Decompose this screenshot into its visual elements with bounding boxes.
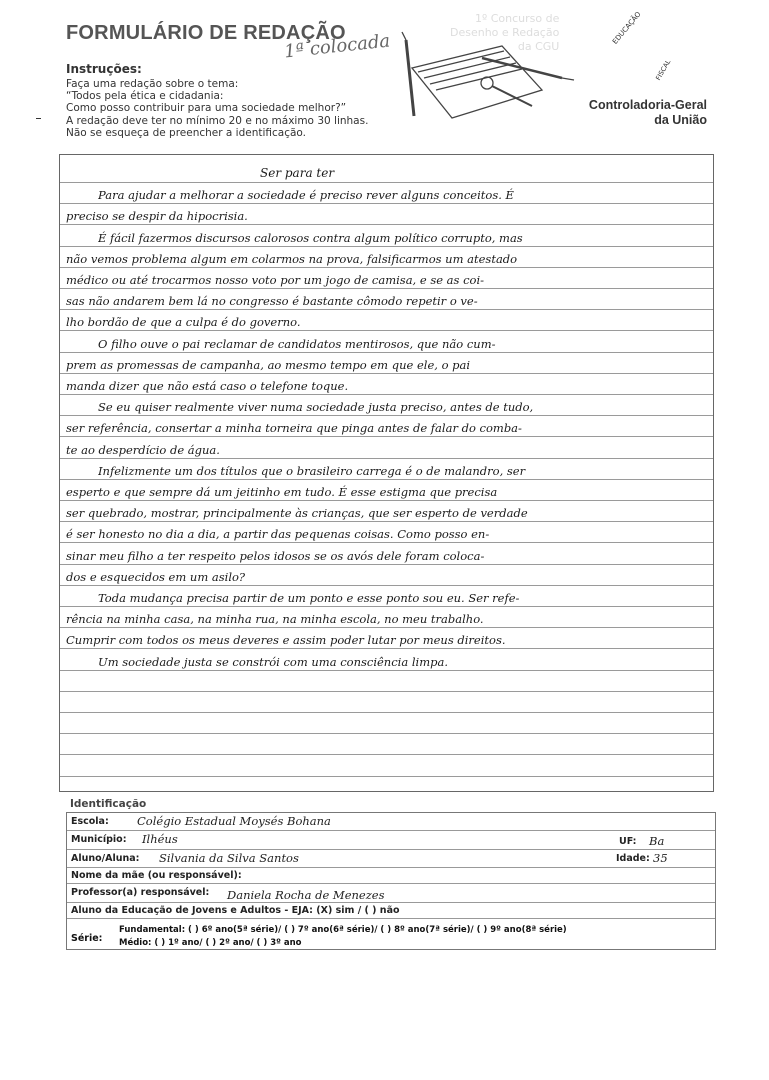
essay-line: médico ou até trocarmos nosso voto por um jogo de camisa, e se as coi- xyxy=(66,273,485,287)
ruled-line xyxy=(60,373,713,374)
ruled-line xyxy=(60,521,713,522)
ruled-line xyxy=(60,585,713,586)
ruled-line xyxy=(60,436,713,437)
ruled-line xyxy=(60,627,713,628)
ruled-line xyxy=(60,288,713,289)
city-label: Município: xyxy=(71,834,127,845)
identification-box xyxy=(66,812,716,950)
ruled-line xyxy=(60,542,713,543)
ruled-line xyxy=(60,415,713,416)
school-value: Colégio Estadual Moysés Bohana xyxy=(137,814,331,828)
faint-line-3: da CGU xyxy=(517,40,560,53)
city-row xyxy=(67,831,715,850)
medio-options: Médio: ( ) 1º ano/ ( ) 2º ano/ ( ) 3º ano xyxy=(119,938,302,948)
essay-line: É fácil fazermos discursos calorosos contra algum político corrupto, mas xyxy=(98,230,523,245)
ruled-line xyxy=(60,606,713,607)
eja-text: Aluno da Educação de Jovens e Adultos - EJA: (X) sim / ( ) não xyxy=(71,905,400,916)
instructions-heading: Instruções: xyxy=(66,62,142,76)
essay-line: manda dizer que não está caso o telefone toque. xyxy=(66,379,349,393)
ruled-line xyxy=(60,776,713,777)
mother-row xyxy=(67,868,715,884)
grade-row xyxy=(67,919,715,949)
mother-label: Nome da mãe (ou responsável): xyxy=(71,870,242,881)
essay-line: esperto e que sempre dá um jeitinho em tudo. É esse estigma que precisa xyxy=(66,485,498,499)
student-row xyxy=(67,850,715,868)
ruled-line xyxy=(60,479,713,480)
ruled-line xyxy=(60,691,713,692)
essay-line: prem as promessas de campanha, ao mesmo tempo em que ele, o pai xyxy=(66,357,471,372)
ruled-line xyxy=(60,564,713,565)
grade-label: Série: xyxy=(71,933,103,944)
essay-line: sas não andarem bem lá no congresso é bastante cômodo repetir o ve- xyxy=(66,294,478,309)
org-name xyxy=(589,98,707,128)
instruction-line: Não se esqueça de preencher a identificação. xyxy=(66,126,307,139)
essay-line: Um sociedade justa se constrói com uma consciência limpa. xyxy=(98,654,448,669)
ruled-line xyxy=(60,352,713,353)
essay-line: Toda mudança precisa partir de um ponto e esse ponto sou eu. Ser refe- xyxy=(98,591,520,605)
identification-heading: Identificação xyxy=(70,798,147,810)
margin-dash xyxy=(36,118,41,119)
city-value: Ilhéus xyxy=(142,832,178,846)
essay-line: ser quebrado, mostrar, principalmente às crianças, que ser esperto de verdade xyxy=(66,506,528,521)
ruled-line xyxy=(60,182,713,183)
ruled-line xyxy=(60,670,713,671)
ruled-line xyxy=(60,733,713,734)
ruled-line xyxy=(60,500,713,501)
essay-line: Infelizmente um dos títulos que o brasileiro carrega é o de malandro, ser xyxy=(98,463,526,478)
student-label: Aluno/Aluna: xyxy=(71,853,140,864)
instruction-line: “Todos pela ética e cidadania: xyxy=(66,90,224,103)
ruled-line xyxy=(60,330,713,331)
instruction-line: A redação deve ter no mínimo 20 e no máximo 30 linhas. xyxy=(66,114,369,127)
essay-line: sinar meu filho a ter respeito pelos idosos se os avós dele foram coloca- xyxy=(66,548,485,563)
instruction-line: Faça uma redação sobre o tema: xyxy=(66,78,239,90)
essay-line: não vemos problema algum em colarmos na prova, falsificarmos um atestado xyxy=(66,251,518,266)
essay-line: lho bordão de que a culpa é do governo. xyxy=(66,315,301,330)
age-value: 35 xyxy=(653,851,668,865)
age-label: Idade: xyxy=(616,853,650,864)
school-label: Escola: xyxy=(71,816,109,827)
instructions xyxy=(66,78,368,139)
placement-stamp: 1ª colocada xyxy=(283,30,392,63)
ruled-line xyxy=(60,648,713,649)
seal-text-top: EDUCAÇÃO xyxy=(611,10,643,46)
teacher-row xyxy=(67,884,715,903)
school-row xyxy=(67,813,715,831)
instruction-line: Como posso contribuir para uma sociedade melhor?” xyxy=(66,102,347,115)
fundamental-options: Fundamental: ( ) 6º ano(5ª série)/ ( ) 7º ano(6ª série)/ ( ) 8º ano(7ª série)/ ( ) 9º ano(8ª série) xyxy=(119,925,567,935)
ruled-line xyxy=(60,224,713,225)
essay-line: Cumprir com todos os meus deveres e assim poder lutar por meus direitos. xyxy=(66,633,506,648)
form-title: FORMULÁRIO DE REDAÇÃO xyxy=(66,22,346,44)
ruled-line xyxy=(60,754,713,755)
org-name-line-1: Controladoria-Geral xyxy=(588,98,707,112)
teacher-value: Daniela Rocha de Menezes xyxy=(227,888,385,902)
seal-text-bottom: FISCAL xyxy=(654,58,673,82)
ruled-line xyxy=(60,267,713,268)
notebook-pen-illustration xyxy=(392,28,582,128)
ruled-line xyxy=(60,394,713,395)
state-value: Ba xyxy=(649,834,665,848)
essay-line: ser referência, consertar a minha torneira que pinga antes de falar do comba- xyxy=(66,421,522,436)
essay-title: Ser para ter xyxy=(260,166,335,180)
eja-row xyxy=(67,903,715,919)
faint-line-1: 1º Concurso de xyxy=(475,12,560,25)
essay-line: O filho ouve o pai reclamar de candidatos mentirosos, que não cum- xyxy=(98,336,496,351)
essay-line: rência na minha casa, na minha rua, na minha escola, no meu trabalho. xyxy=(66,612,484,627)
essay-line: Para ajudar a melhorar a sociedade é preciso rever alguns conceitos. É xyxy=(98,188,514,203)
essay-sheet xyxy=(59,154,714,792)
essay-line: Se eu quiser realmente viver numa sociedade justa preciso, antes de tudo, xyxy=(98,400,534,415)
ruled-line xyxy=(60,712,713,713)
teacher-label: Professor(a) responsável: xyxy=(71,887,210,898)
ruled-line xyxy=(60,203,713,204)
org-name-line-2: da União xyxy=(654,113,707,127)
student-value: Silvania da Silva Santos xyxy=(159,851,299,865)
faint-line-2: Desenho e Redação xyxy=(450,26,560,39)
state-label: UF: xyxy=(619,836,637,847)
essay-line: te ao desperdício de água. xyxy=(66,442,220,457)
essay-line: dos e esquecidos em um asilo? xyxy=(66,569,246,584)
ruled-line xyxy=(60,246,713,247)
essay-line: preciso se despir da hipocrisia. xyxy=(66,209,248,224)
ruled-line xyxy=(60,309,713,310)
ruled-line xyxy=(60,458,713,459)
essay-line: é ser honesto no dia a dia, a partir das pequenas coisas. Como posso en- xyxy=(66,527,490,542)
